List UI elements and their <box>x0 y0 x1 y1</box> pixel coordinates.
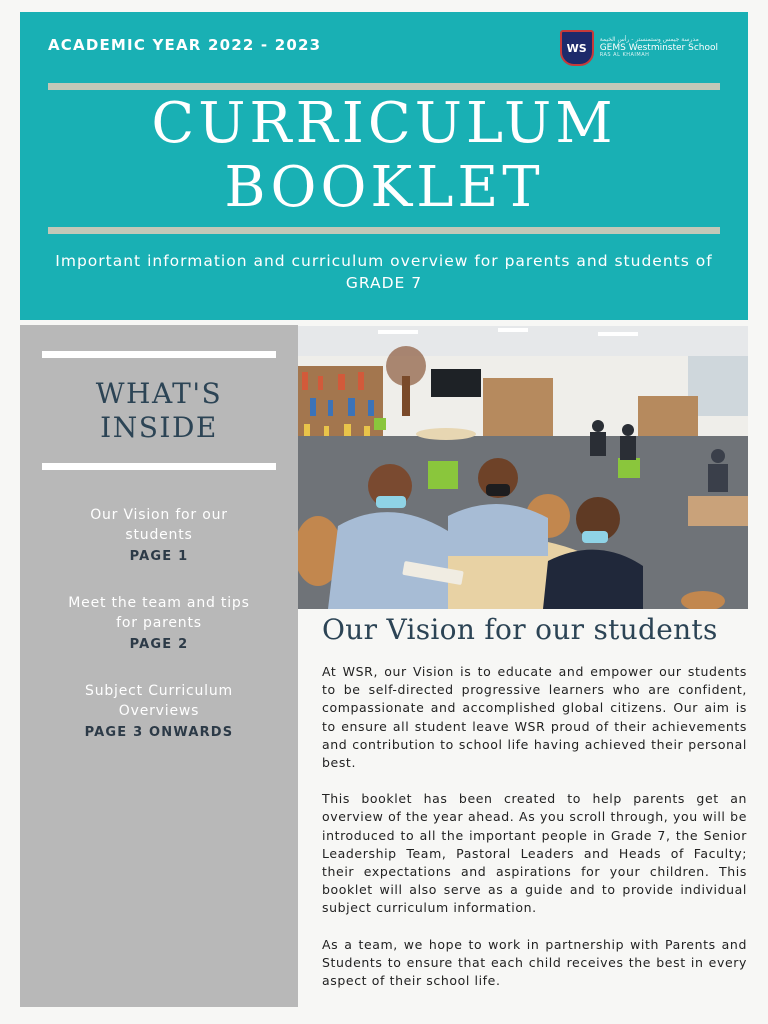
booklet-title <box>20 92 748 220</box>
logo-arabic-name: مدرسة جيمس وستمنستر - رأس الخيمة <box>599 36 699 43</box>
logo-school-name: GEMS Westminster School <box>599 42 718 53</box>
toc-item-page: PAGE 3 ONWARDS <box>84 725 234 740</box>
sidebar-divider-top <box>42 351 276 358</box>
logo-location: RAS AL KHAIMAH <box>599 52 650 59</box>
vision-body <box>322 663 747 1008</box>
toc-item-title: Our Vision for our students <box>90 507 228 543</box>
toc-item-curriculum <box>20 681 298 740</box>
booklet-subtitle: Important information and curriculum overview for parents and students of GRADE 7 <box>55 252 713 292</box>
academic-year: ACADEMIC YEAR 2022 - 2023 <box>48 36 322 54</box>
library-students-photo <box>298 326 748 609</box>
toc-item-team <box>20 593 298 652</box>
vision-heading: Our Vision for our students <box>322 613 718 646</box>
title-line-1: CURRICULUM <box>151 91 617 156</box>
toc-item-page: PAGE 1 <box>129 549 189 564</box>
body-paragraph: At WSR, our Vision is to educate and empower our students to be self-directed progressive learners who are confident, compassionate and accomplished global citizens. Our aim is to ensure all student leave WSR proud of their achievements and contribution to school life having achieved their personal best. <box>322 664 747 771</box>
body-paragraph: As a team, we hope to work in partnership with Parents and Students to ensure that each child receives the best in every aspect of their school life. <box>322 936 747 989</box>
header-divider-bottom <box>48 227 720 234</box>
toc-item-page: PAGE 2 <box>129 637 189 652</box>
header-divider-top <box>48 83 720 90</box>
school-crest-icon: WS <box>560 30 594 66</box>
sidebar-divider-bottom <box>42 463 276 470</box>
toc-item-vision <box>20 505 298 564</box>
school-logo <box>560 30 718 66</box>
toc-item-title: Meet the team and tips for parents <box>68 595 250 631</box>
heading-line-1: WHAT'S <box>95 377 223 410</box>
title-line-2: BOOKLET <box>224 155 544 220</box>
cover-header <box>20 12 748 320</box>
toc-item-title: Subject Curriculum Overviews <box>85 683 233 719</box>
whats-inside-heading <box>20 377 298 445</box>
heading-line-2: INSIDE <box>100 411 218 444</box>
whats-inside-sidebar <box>20 325 298 1007</box>
body-paragraph: This booklet has been created to help parents get an overview of the year ahead. As you scroll through, you will be introduced to all the important people in Grade 7, the Senior Leadership Team, Pastoral Leaders and Heads of Faculty; their expectations and aspirations for your children. This booklet will also serve as a guide and to provide individual subject curriculum information. <box>322 791 747 916</box>
